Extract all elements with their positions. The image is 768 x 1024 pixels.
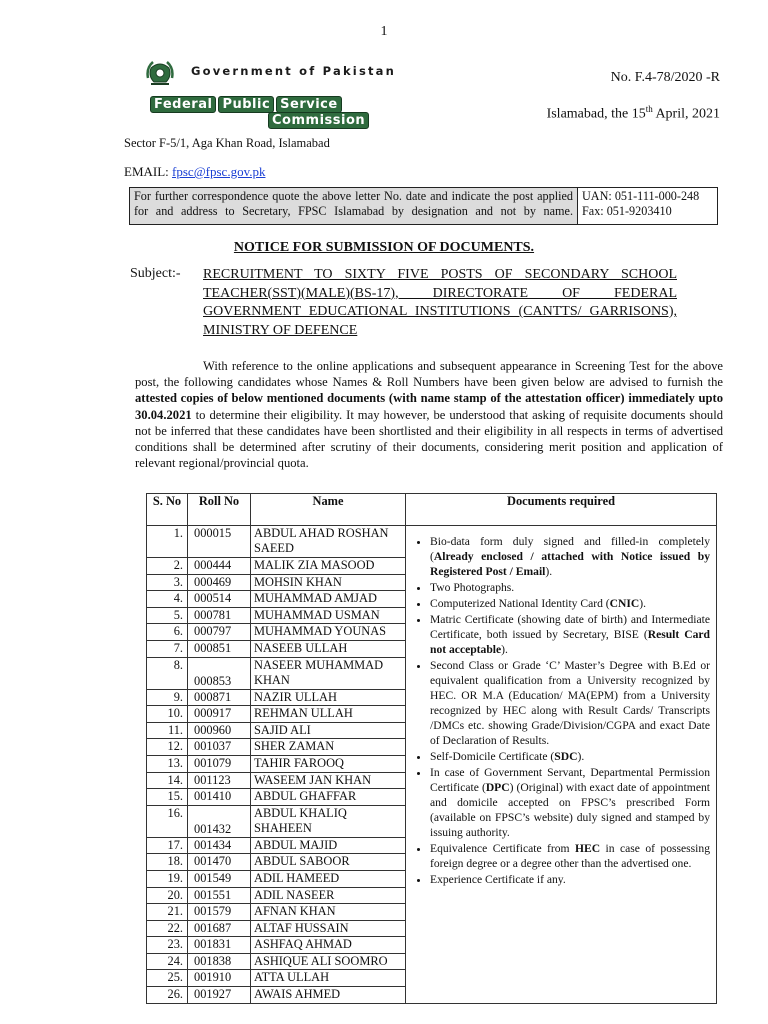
roll-no-cell: 001838 bbox=[188, 953, 251, 970]
name-cell: AFNAN KHAN bbox=[251, 904, 406, 921]
document-text: Already enclosed / attached with Notice issued by Registered Post / Email bbox=[430, 550, 710, 578]
document-item bbox=[430, 749, 710, 764]
roll-no-cell: 001551 bbox=[188, 887, 251, 904]
document-item bbox=[430, 658, 710, 748]
body-text: With reference to the online applications and subsequent appearance in Screening Test for the above post, the following candidates whose Names & Roll Numbers have been given below are advised to furnish the bbox=[135, 359, 723, 390]
name-cell: REHMAN ULLAH bbox=[251, 706, 406, 723]
document-text: SDC bbox=[554, 750, 578, 763]
sno-cell: 15. bbox=[147, 789, 188, 806]
fpsc-logo-line-1 bbox=[150, 96, 344, 113]
correspondence-box bbox=[129, 187, 718, 225]
roll-no-cell: 000015 bbox=[188, 526, 251, 558]
roll-no-cell: 000851 bbox=[188, 640, 251, 657]
name-cell: NAZIR ULLAH bbox=[251, 689, 406, 706]
roll-no-cell: 001579 bbox=[188, 904, 251, 921]
document-text: ). bbox=[501, 643, 508, 656]
document-item bbox=[430, 841, 710, 871]
name-cell: ASHIQUE ALI SOOMRO bbox=[251, 953, 406, 970]
name-cell: AWAIS AHMED bbox=[251, 987, 406, 1004]
sno-cell: 22. bbox=[147, 920, 188, 937]
table-header-row bbox=[147, 494, 717, 526]
roll-no-cell: 000871 bbox=[188, 689, 251, 706]
document-text: ). bbox=[577, 750, 585, 763]
page-number: 1 bbox=[380, 24, 388, 39]
body-text: to determine their eligibility. It may however, be understood that asking of requisite documents should not be inferred that these candidates have been shortlisted and their eligibility in all respects in terms of advertised conditions shall be determined after scrutiny of their documents, considering merit position and application of relevant regional/provincial quota. bbox=[135, 407, 723, 471]
sno-cell: 17. bbox=[147, 837, 188, 854]
roll-no-cell: 001687 bbox=[188, 920, 251, 937]
document-text: ). bbox=[639, 597, 647, 610]
sno-cell: 24. bbox=[147, 953, 188, 970]
name-cell: MALIK ZIA MASOOD bbox=[251, 558, 406, 575]
document-item bbox=[430, 580, 710, 595]
table-body bbox=[147, 526, 717, 1004]
date-prefix: Islamabad, the 15 bbox=[546, 106, 646, 122]
roll-no-cell: 001410 bbox=[188, 789, 251, 806]
uan-number: UAN: 051-111-000-248 bbox=[582, 189, 700, 203]
email-link[interactable]: fpsc@fpsc.gov.pk bbox=[172, 164, 266, 179]
roll-no-cell: 000917 bbox=[188, 706, 251, 723]
sno-cell: 18. bbox=[147, 854, 188, 871]
name-cell: ABDUL GHAFFAR bbox=[251, 789, 406, 806]
fpsc-word: Service bbox=[276, 96, 342, 113]
document-text: Bio-data form duly signed and filled-in completely ( bbox=[430, 535, 710, 563]
roll-no-cell: 001549 bbox=[188, 870, 251, 887]
document-text: Second Class or Grade ‘C’ Master’s Degree with B.Ed or equivalent qualification from a University recognized by HEC. OR M.A (Education/ MA(EPM) from a University recognized by HEC along with Result Cards/ Transcripts /DMCs etc. showing Grade/Division/CGPA and exact Date of Declaration of Results. bbox=[430, 659, 710, 747]
fax-number: Fax: 051-9203410 bbox=[582, 204, 672, 218]
name-cell: ABDUL MAJID bbox=[251, 837, 406, 854]
sno-cell: 8. bbox=[147, 657, 188, 689]
header-documents: Documents required bbox=[406, 494, 717, 526]
roll-no-cell: 001079 bbox=[188, 755, 251, 772]
name-cell: MUHAMMAD USMAN bbox=[251, 607, 406, 624]
roll-no-cell: 000469 bbox=[188, 574, 251, 591]
fpsc-word: Federal bbox=[150, 96, 216, 113]
roll-no-cell: 000797 bbox=[188, 624, 251, 641]
roll-no-cell: 001123 bbox=[188, 772, 251, 789]
roll-no-cell: 001432 bbox=[188, 805, 251, 837]
sno-cell: 26. bbox=[147, 987, 188, 1004]
roll-no-cell: 001470 bbox=[188, 854, 251, 871]
sno-cell: 19. bbox=[147, 870, 188, 887]
sno-cell: 4. bbox=[147, 591, 188, 608]
date-superscript: th bbox=[645, 104, 653, 114]
name-cell: SAJID ALI bbox=[251, 722, 406, 739]
notice-title: NOTICE FOR SUBMISSION OF DOCUMENTS. bbox=[233, 240, 535, 255]
sno-cell: 21. bbox=[147, 904, 188, 921]
roll-no-cell: 000853 bbox=[188, 657, 251, 689]
document-text: in case of possessing foreign degree or a degree other than the advertised one. bbox=[430, 842, 710, 870]
sno-cell: 25. bbox=[147, 970, 188, 987]
name-cell: MUHAMMAD YOUNAS bbox=[251, 624, 406, 641]
roll-no-cell: 001037 bbox=[188, 739, 251, 756]
name-cell: NASEER MUHAMMAD KHAN bbox=[251, 657, 406, 689]
sno-cell: 10. bbox=[147, 706, 188, 723]
government-title: Government of Pakistan bbox=[191, 64, 397, 78]
documents-required-cell bbox=[406, 526, 717, 1004]
name-cell: ASHFAQ AHMAD bbox=[251, 937, 406, 954]
email-label: EMAIL: bbox=[124, 164, 173, 179]
document-text: Equivalence Certificate from bbox=[430, 842, 575, 855]
body-paragraph bbox=[135, 358, 723, 471]
sno-cell: 5. bbox=[147, 607, 188, 624]
document-item bbox=[430, 596, 710, 611]
sno-cell: 12. bbox=[147, 739, 188, 756]
name-cell: ABDUL KHALIQ SHAHEEN bbox=[251, 805, 406, 837]
name-cell: SHER ZAMAN bbox=[251, 739, 406, 756]
roll-no-cell: 000781 bbox=[188, 607, 251, 624]
name-cell: WASEEM JAN KHAN bbox=[251, 772, 406, 789]
document-item bbox=[430, 765, 710, 840]
roll-no-cell: 000514 bbox=[188, 591, 251, 608]
document-text: DPC bbox=[485, 781, 510, 794]
document-text: Computerized National Identity Card ( bbox=[430, 597, 610, 610]
roll-no-cell: 000960 bbox=[188, 722, 251, 739]
document-text: ). bbox=[545, 565, 553, 578]
sno-cell: 3. bbox=[147, 574, 188, 591]
name-cell: MUHAMMAD AMJAD bbox=[251, 591, 406, 608]
email-line bbox=[124, 164, 265, 180]
name-cell: ABDUL AHAD ROSHAN SAEED bbox=[251, 526, 406, 558]
correspondence-note: For further correspondence quote the above letter No. date and indicate the post applied for and address to Secretary, FPSC Islamabad by designation and not by name. bbox=[130, 188, 578, 224]
document-text: ) (Original) with exact date of appointment and domicile accepted on FPSC’s prescribed Form (available on FPSC’s website) duly signed and stamped by issuing authority. bbox=[430, 781, 710, 839]
roll-no-cell: 001831 bbox=[188, 937, 251, 954]
name-cell: ALTAF HUSSAIN bbox=[251, 920, 406, 937]
document-item bbox=[430, 534, 710, 579]
document-item bbox=[430, 612, 710, 657]
table-row bbox=[147, 526, 717, 558]
candidates-table bbox=[146, 493, 717, 1004]
document-text: Result Card not acceptable bbox=[430, 628, 710, 656]
sno-cell: 23. bbox=[147, 937, 188, 954]
fpsc-word: Commission bbox=[268, 112, 369, 129]
name-cell: ATTA ULLAH bbox=[251, 970, 406, 987]
document-text: HEC bbox=[575, 842, 601, 855]
name-cell: NASEEB ULLAH bbox=[251, 640, 406, 657]
name-cell: ADIL NASEER bbox=[251, 887, 406, 904]
contact-numbers bbox=[578, 188, 717, 224]
sno-cell: 7. bbox=[147, 640, 188, 657]
reference-number: No. F.4-78/2020 -R bbox=[610, 70, 720, 85]
documents-list bbox=[410, 534, 710, 887]
roll-no-cell: 000444 bbox=[188, 558, 251, 575]
sno-cell: 11. bbox=[147, 722, 188, 739]
document-text: In case of Government Servant, Departmental Permission Certificate ( bbox=[430, 766, 710, 794]
name-cell: ADIL HAMEED bbox=[251, 870, 406, 887]
name-cell: TAHIR FAROOQ bbox=[251, 755, 406, 772]
roll-no-cell: 001434 bbox=[188, 837, 251, 854]
sno-cell: 2. bbox=[147, 558, 188, 575]
sno-cell: 20. bbox=[147, 887, 188, 904]
header-roll-no: Roll No bbox=[188, 494, 251, 526]
document-text: Matric Certificate (showing date of birth) and Intermediate Certificate, both issued by Secretary, BISE ( bbox=[430, 613, 710, 641]
header-sno: S. No bbox=[147, 494, 188, 526]
office-address: Sector F-5/1, Aga Khan Road, Islamabad bbox=[124, 136, 330, 150]
document-text: Experience Certificate if any. bbox=[430, 873, 566, 886]
header-name: Name bbox=[251, 494, 406, 526]
document-item bbox=[430, 872, 710, 887]
sno-cell: 16. bbox=[147, 805, 188, 837]
roll-no-cell: 001910 bbox=[188, 970, 251, 987]
subject-text: RECRUITMENT TO SIXTY FIVE POSTS OF SECONDARY SCHOOL TEACHER(SST)(MALE)(BS-17), DIRECTORATE OF FEDERAL GOVERNMENT EDUCATIONAL INSTITUTIONS (CANTTS/ GARRISONS), MINISTRY OF DEFENCE bbox=[203, 267, 677, 338]
roll-no-cell: 001927 bbox=[188, 987, 251, 1004]
subject-label: Subject:- bbox=[130, 266, 181, 281]
fpsc-word: Public bbox=[218, 96, 274, 113]
document-text: CNIC bbox=[609, 597, 640, 610]
sno-cell: 1. bbox=[147, 526, 188, 558]
document-text: Self-Domicile Certificate ( bbox=[430, 750, 555, 763]
name-cell: ABDUL SABOOR bbox=[251, 854, 406, 871]
sno-cell: 13. bbox=[147, 755, 188, 772]
sno-cell: 6. bbox=[147, 624, 188, 641]
sno-cell: 14. bbox=[147, 772, 188, 789]
fpsc-logo-line-2 bbox=[268, 112, 371, 129]
sno-cell: 9. bbox=[147, 689, 188, 706]
body-emphasis: attested copies of below mentioned documents (with name stamp of the attestation officer) immediately upto 30.04.2021 bbox=[135, 391, 723, 422]
document-text: Two Photographs. bbox=[430, 581, 515, 594]
date-line bbox=[547, 104, 720, 123]
date-suffix: April, 2021 bbox=[652, 106, 720, 122]
name-cell: MOHSIN KHAN bbox=[251, 574, 406, 591]
